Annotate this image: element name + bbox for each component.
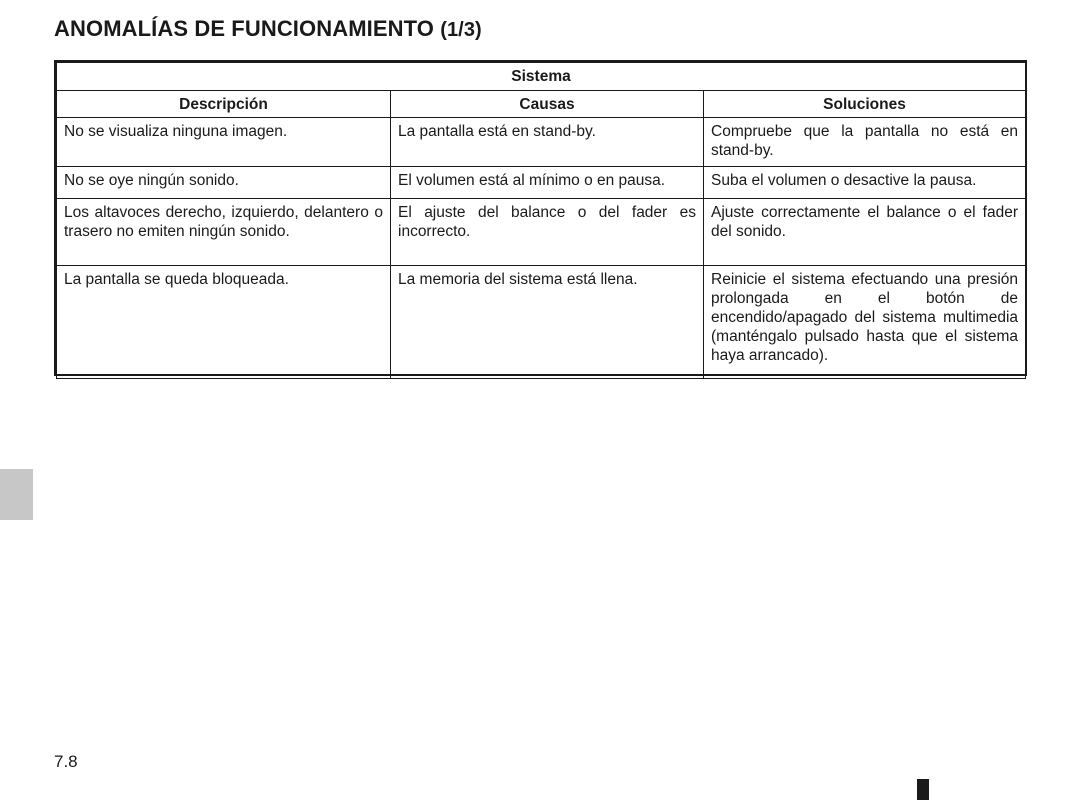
troubleshooting-table xyxy=(54,60,1027,376)
cell-cause: La pantalla está en stand-by. xyxy=(391,118,704,167)
page-title-part: (1/3) xyxy=(440,19,482,41)
table-row xyxy=(57,167,1026,199)
cell-solution: Reinicie el sistema efectuando una presión prolongada en el botón de encendido/apagado del sistema multimedia (manténgalo pulsado hasta que el sistema haya arrancado). xyxy=(704,266,1026,379)
table-row xyxy=(57,199,1026,266)
cell-solution: Ajuste correctamente el balance o el fader del sonido. xyxy=(704,199,1026,266)
cell-cause: La memoria del sistema está llena. xyxy=(391,266,704,379)
column-header-descripcion: Descripción xyxy=(57,91,391,118)
page-number: 7.8 xyxy=(54,752,78,771)
cell-solution: Suba el volumen o desactive la pausa. xyxy=(704,167,1026,199)
cell-cause: El ajuste del balance o del fader es incorrecto. xyxy=(391,199,704,266)
section-tab-marker xyxy=(0,469,33,520)
page-title xyxy=(54,16,482,42)
cell-solution: Compruebe que la pantalla no está en stand-by. xyxy=(704,118,1026,167)
cell-description: Los altavoces derecho, izquierdo, delantero o trasero no emiten ningún sonido. xyxy=(57,199,391,266)
column-header-causas: Causas xyxy=(391,91,704,118)
corner-print-mark xyxy=(917,779,929,800)
cell-description: La pantalla se queda bloqueada. xyxy=(57,266,391,379)
table-header-row xyxy=(57,91,1026,118)
group-header-sistema: Sistema xyxy=(57,63,1026,91)
table-row xyxy=(57,118,1026,167)
column-header-soluciones: Soluciones xyxy=(704,91,1026,118)
cell-cause: El volumen está al mínimo o en pausa. xyxy=(391,167,704,199)
table-group-header-row xyxy=(57,63,1026,91)
page-title-main: ANOMALÍAS DE FUNCIONAMIENTO xyxy=(54,16,434,41)
cell-description: No se oye ningún sonido. xyxy=(57,167,391,199)
cell-description: No se visualiza ninguna imagen. xyxy=(57,118,391,167)
table-row xyxy=(57,266,1026,379)
issues-table xyxy=(56,62,1026,379)
